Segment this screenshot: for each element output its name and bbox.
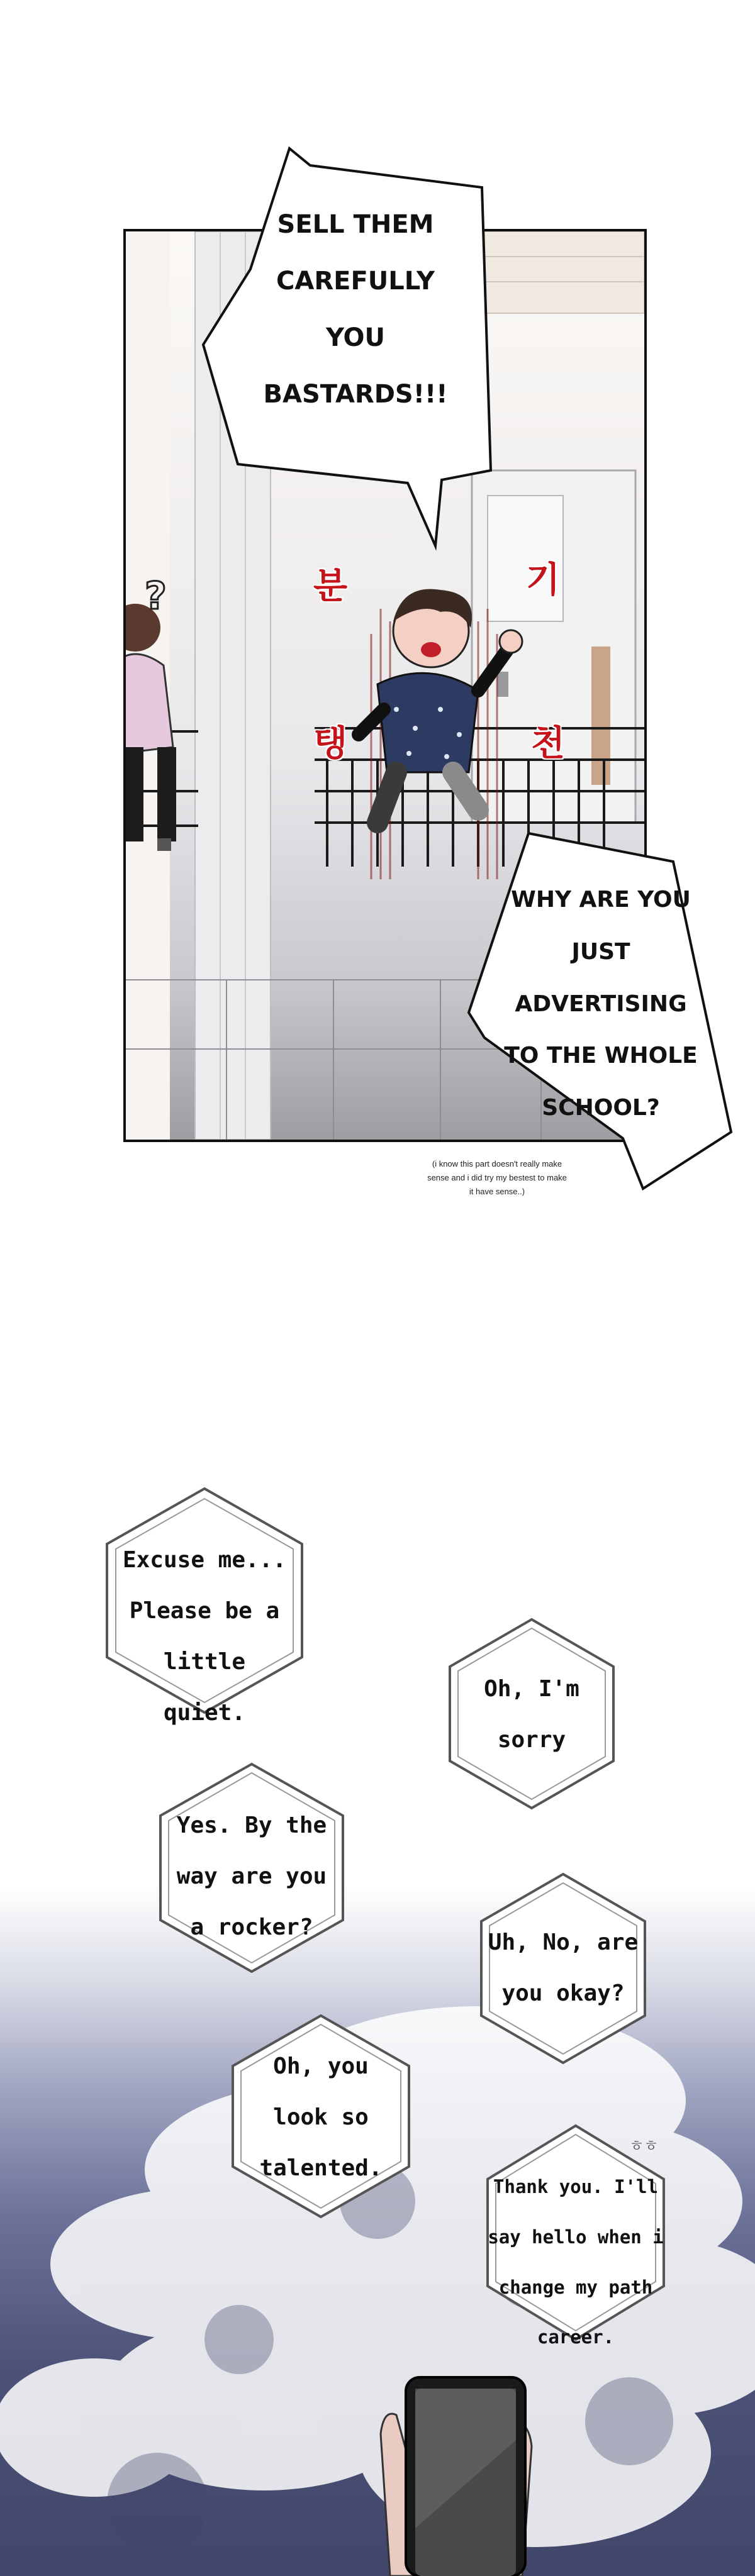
hand-holding-phone bbox=[371, 2365, 560, 2576]
hex-bubble-3-text: Yes. By the way are you a rocker? bbox=[176, 1813, 327, 1940]
sfx-right-top: 기 bbox=[526, 560, 561, 601]
hex-bubble-6-text: Thank you. I'll say hello when i change my path career. bbox=[488, 2176, 664, 2348]
speech-bubble-2-text: WHY ARE YOU JUST ADVERTISING TO THE WHOLE SCHOOL? bbox=[504, 887, 698, 1121]
hex-bubble-1-text: Excuse me... Please be a little quiet. bbox=[122, 1547, 287, 1726]
sfx-left-bottom: 탱 bbox=[313, 723, 348, 764]
question-mark: ? bbox=[145, 574, 167, 618]
sfx-left-top: 분 bbox=[313, 566, 348, 607]
side-box bbox=[591, 647, 610, 785]
hex-bubble-2-text: Oh, I'm sorry bbox=[484, 1676, 579, 1753]
hex-bubble-4-text: Uh, No, are you okay? bbox=[488, 1929, 639, 2006]
speech-bubble-1-text: SELL THEM CAREFULLY YOU BASTARDS!!! bbox=[263, 210, 448, 409]
svg-text:ㅎㅎ: ㅎㅎ bbox=[629, 2137, 659, 2155]
hex-bubble-5-text: Oh, you look so talented. bbox=[259, 2053, 383, 2181]
sfx-right-bottom: 천 bbox=[531, 723, 566, 764]
author-note: (i know this part doesn't really make sense and i did try my bestest to make it have sense..) bbox=[427, 1159, 567, 1197]
